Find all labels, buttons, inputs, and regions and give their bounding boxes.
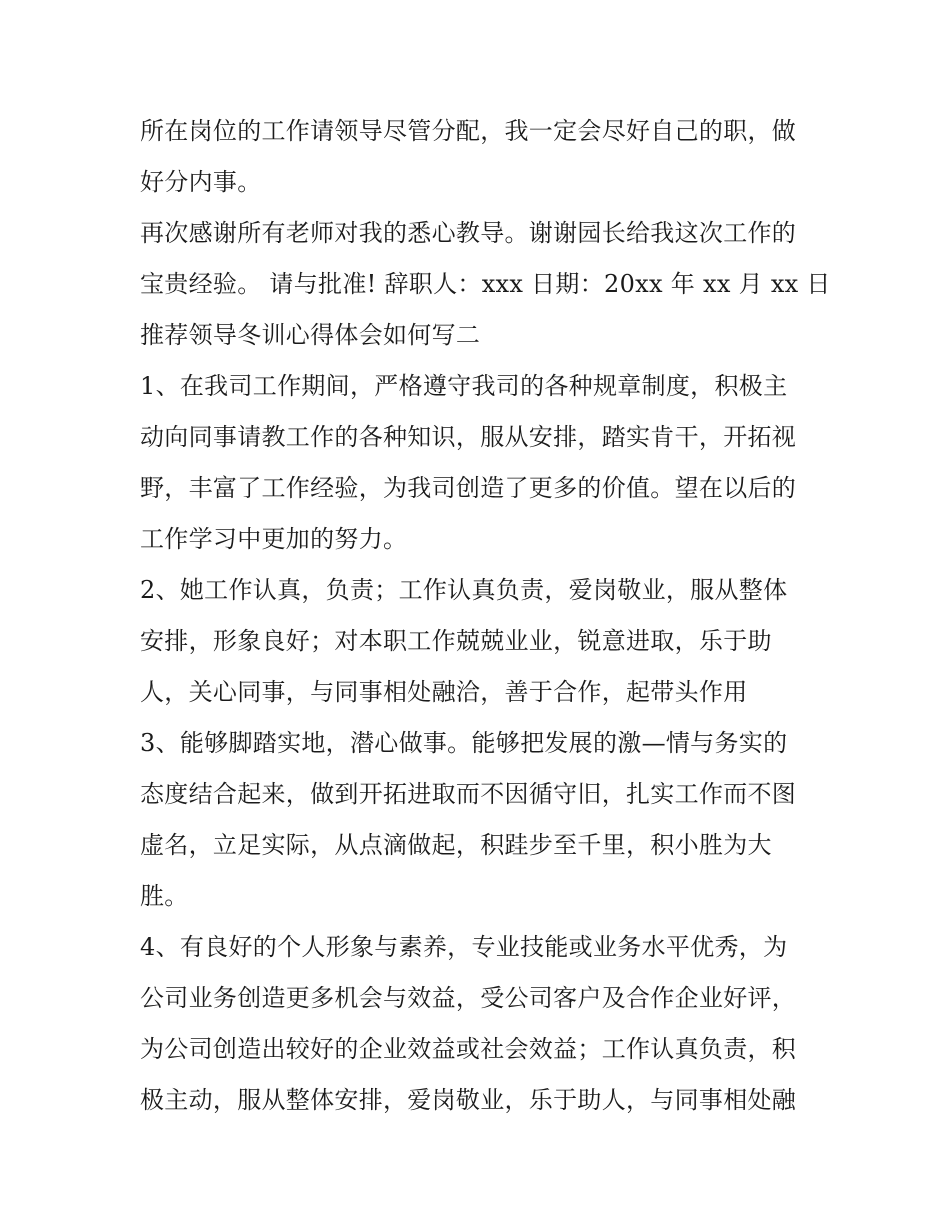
text-line: 再次感谢所有老师对我的悉心教导。谢谢园长给我这次工作的 [140, 219, 797, 247]
text-line: 人，关心同事，与同事相处融洽，善于合作，起带头作用 [140, 678, 748, 706]
text-line: 所在岗位的工作请领导尽管分配，我一定会尽好自己的职，做 [140, 117, 797, 145]
document-body [140, 106, 830, 1126]
section-heading: 推荐领导冬训心得体会如何写二 [140, 321, 481, 349]
text-line: 动向同事请教工作的各种知识，服从安排，踏实肯干，开拓视 [140, 423, 797, 451]
text-line: 3、能够脚踏实地，潜心做事。能够把发展的激—情与务实的 [140, 729, 788, 757]
text-line: 为公司创造出较好的企业效益或社会效益；工作认真负责，积 [140, 1035, 797, 1063]
text-line: 公司业务创造更多机会与效益，受公司客户及合作企业好评， [140, 984, 797, 1012]
text-line: 虚名，立足实际，从点滴做起，积跬步至千里，积小胜为大 [140, 831, 772, 859]
text-line: 工作学习中更加的努力。 [140, 525, 408, 553]
text-line: 好分内事。 [140, 168, 262, 196]
text-line: 极主动，服从整体安排，爱岗敬业，乐于助人，与同事相处融 [140, 1086, 797, 1114]
text-line: 1、在我司工作期间，严格遵守我司的各种规章制度，积极主 [140, 372, 788, 400]
text-line: 2、她工作认真，负责；工作认真负责，爱岗敬业，服从整体 [140, 576, 788, 604]
text-line: 胜。 [140, 882, 189, 910]
text-line: 宝贵经验。 请与批准! 辞职人：xxx 日期：20xx 年 xx 月 xx 日 [140, 270, 831, 298]
text-line: 态度结合起来，做到开拓进取而不因循守旧，扎实工作而不图 [140, 780, 797, 808]
text-line: 4、有良好的个人形象与素养，专业技能或业务水平优秀，为 [140, 933, 788, 961]
text-line: 安排，形象良好；对本职工作兢兢业业，锐意进取，乐于助 [140, 627, 772, 655]
text-line: 野，丰富了工作经验，为我司创造了更多的价值。望在以后的 [140, 474, 797, 502]
